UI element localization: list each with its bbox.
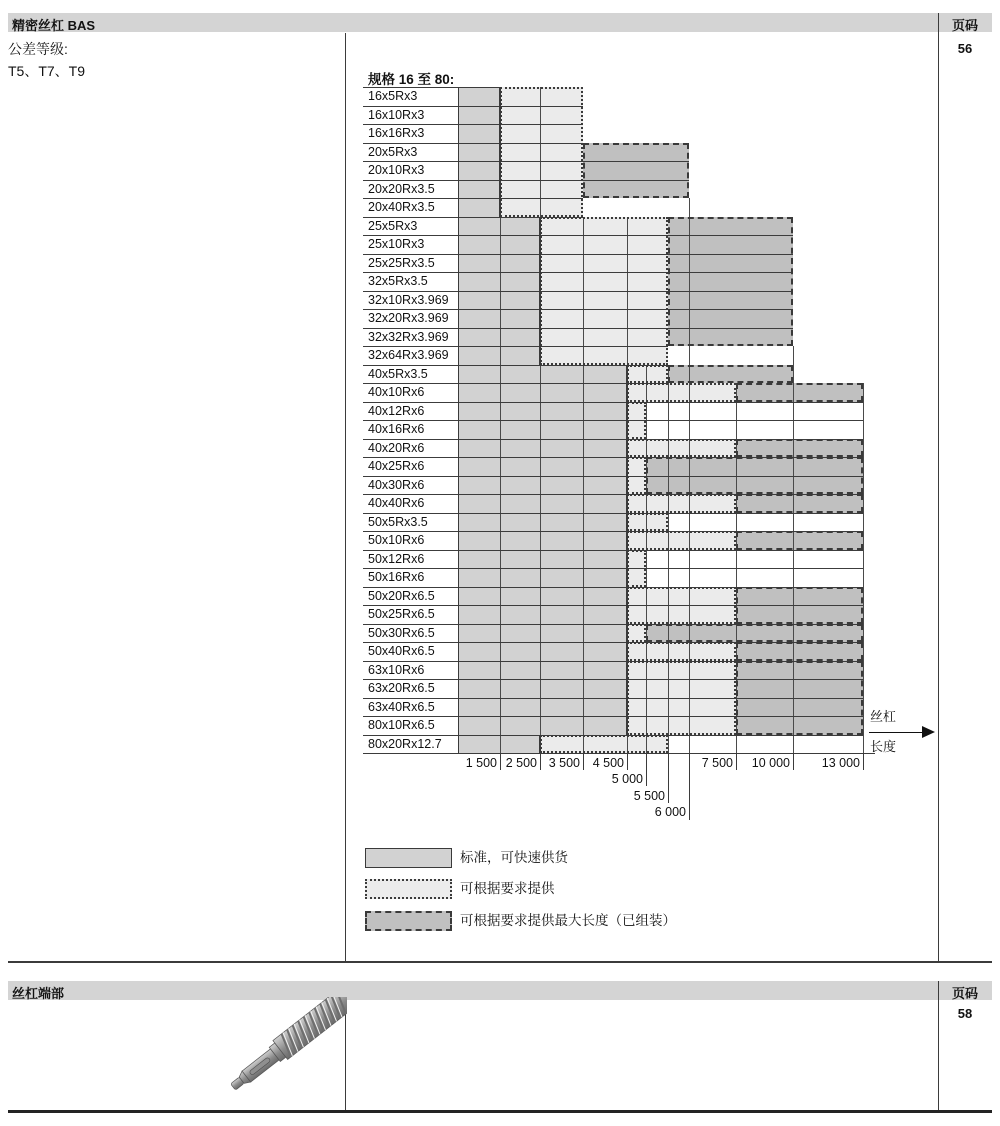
standard-right-edge: [499, 87, 501, 217]
row-label: 63x10Rx6: [368, 662, 425, 677]
x-axis-arrow-line: [869, 732, 923, 734]
row-label: 16x5Rx3: [368, 89, 418, 104]
row-label: 80x20Rx12.7: [368, 736, 442, 751]
section2-title: 丝杠端部: [12, 986, 65, 1001]
row-label: 40x20Rx6: [368, 440, 425, 455]
chart-left-edge: [458, 87, 460, 753]
row-separator: [363, 383, 668, 384]
on-request-outline: [540, 217, 668, 365]
row-label: 50x12Rx6: [368, 551, 425, 566]
tick-label: 1 500: [465, 755, 497, 770]
row-label: 80x10Rx6.5: [368, 718, 435, 733]
row-label: 40x12Rx6: [368, 403, 425, 418]
tick-4500: [627, 753, 628, 770]
row-label: 50x30Rx6.5: [368, 625, 435, 640]
row-separator: [363, 365, 668, 366]
row-label: 25x5Rx3: [368, 218, 418, 233]
row-label: 32x32Rx3.969: [368, 329, 449, 344]
row-label: 16x10Rx3: [368, 107, 425, 122]
bar-segment-standard: [458, 735, 540, 754]
max-length-outline: [646, 457, 863, 494]
on-request-outline: [627, 587, 736, 624]
section2-header-bar: [8, 981, 992, 1000]
row-label: 63x20Rx6.5: [368, 681, 435, 696]
x-axis-label-bottom: 长度: [870, 739, 897, 754]
row-label: 50x25Rx6.5: [368, 607, 435, 622]
on-request-outline: [627, 661, 736, 735]
x-axis-label-top: 丝杠: [870, 709, 897, 724]
on-request-outline: [500, 87, 583, 217]
row-separator: [363, 568, 863, 569]
row-label: 16x16Rx3: [368, 126, 425, 141]
legend-swatch-on-request: [365, 879, 452, 899]
tolerance-class-label: 公差等级:: [8, 41, 68, 57]
tick-label: 6 000: [654, 805, 686, 819]
max-length-outline: [736, 642, 863, 661]
x-axis-arrow-head-icon: [922, 726, 935, 738]
row-label: 40x5Rx3.5: [368, 366, 428, 381]
standard-right-edge: [626, 365, 628, 735]
row-label: 50x40Rx6.5: [368, 644, 435, 659]
screw-end-image: [220, 997, 347, 1097]
on-request-outline: [627, 642, 736, 661]
row-label: 40x40Rx6: [368, 496, 425, 511]
on-request-outline: [627, 365, 668, 384]
on-request-outline: [627, 513, 668, 532]
max-length-outline: [668, 365, 793, 384]
tick-label: 7 500: [701, 755, 733, 770]
chart-title: 规格 16 至 80:: [368, 72, 455, 87]
row-label: 40x25Rx6: [368, 459, 425, 474]
page-label-1: 页码: [951, 18, 978, 33]
legend-label-standard: 标准，可快速供货: [460, 850, 568, 865]
max-length-outline: [646, 624, 863, 643]
row-label: 32x20Rx3.969: [368, 311, 449, 326]
max-length-outline: [736, 494, 863, 513]
standard-right-edge: [539, 217, 541, 365]
row-label: 63x40Rx6.5: [368, 699, 435, 714]
row-separator: [363, 402, 863, 403]
on-request-outline: [627, 402, 646, 439]
max-length-outline: [583, 143, 689, 199]
tick-label: 5 500: [633, 788, 665, 803]
x-axis-line: [363, 753, 875, 755]
page-number-2: 58: [957, 1006, 973, 1021]
legend-swatch-max-length: [365, 911, 452, 931]
tolerance-class-values: T5、T7、T9: [8, 63, 86, 79]
section1-title: 精密丝杠 BAS: [12, 18, 96, 33]
legend-label-max-length: 可根据要求提供最大长度（已组装）: [460, 913, 676, 928]
bottom-rule: [8, 1110, 992, 1113]
tick-13000: [863, 753, 864, 770]
max-length-outline: [736, 587, 863, 624]
row-label: 25x10Rx3: [368, 237, 425, 252]
on-request-outline: [627, 494, 736, 513]
tick-label: 13 000: [821, 755, 860, 770]
page-number-1: 56: [957, 41, 973, 56]
row-label: 40x30Rx6: [368, 477, 425, 492]
max-length-outline: [736, 439, 863, 458]
legend-label-on-request: 可根据要求提供: [460, 881, 555, 896]
row-label: 40x16Rx6: [368, 422, 425, 437]
tick-label: 3 500: [548, 755, 580, 770]
column-divider-right-2: [938, 981, 939, 1110]
row-label: 20x40Rx3.5: [368, 200, 435, 215]
gridline-13000: [863, 383, 864, 753]
row-label: 50x5Rx3.5: [368, 514, 428, 529]
on-request-outline: [627, 383, 736, 402]
max-length-outline: [736, 661, 863, 735]
row-label: 20x5Rx3: [368, 144, 418, 159]
row-label: 20x10Rx3: [368, 163, 425, 178]
on-request-outline: [540, 735, 668, 754]
row-label: 40x10Rx6: [368, 385, 425, 400]
row-label: 32x5Rx3.5: [368, 274, 428, 289]
tick-label: 4 500: [592, 755, 624, 770]
tick-5000: [646, 753, 647, 786]
row-separator: [363, 420, 863, 421]
max-length-outline: [668, 217, 793, 347]
on-request-outline: [627, 531, 736, 550]
row-label: 50x16Rx6: [368, 570, 425, 585]
row-label: 25x25Rx3.5: [368, 255, 435, 270]
row-label: 32x10Rx3.969: [368, 292, 449, 307]
row-separator: [363, 550, 863, 551]
max-length-outline: [736, 531, 863, 550]
on-request-outline: [627, 439, 736, 458]
tick-label: 5 000: [611, 772, 643, 786]
max-length-outline: [736, 383, 863, 402]
row-separator: [363, 513, 863, 514]
row-label: 50x20Rx6.5: [368, 588, 435, 603]
tick-label: 10 000: [751, 755, 790, 770]
legend-swatch-standard: [365, 848, 452, 868]
row-label: 32x64Rx3.969: [368, 348, 449, 363]
page-label-2: 页码: [951, 986, 978, 1001]
on-request-outline: [627, 550, 646, 587]
row-label: 50x10Rx6: [368, 533, 425, 548]
chart-top-line: [363, 87, 500, 88]
tick-label: 2 500: [505, 755, 537, 770]
on-request-outline: [627, 457, 646, 494]
row-label: 20x20Rx3.5: [368, 181, 435, 196]
section-divider-line: [8, 961, 992, 963]
on-request-outline: [627, 624, 646, 643]
standard-right-edge: [539, 735, 541, 754]
